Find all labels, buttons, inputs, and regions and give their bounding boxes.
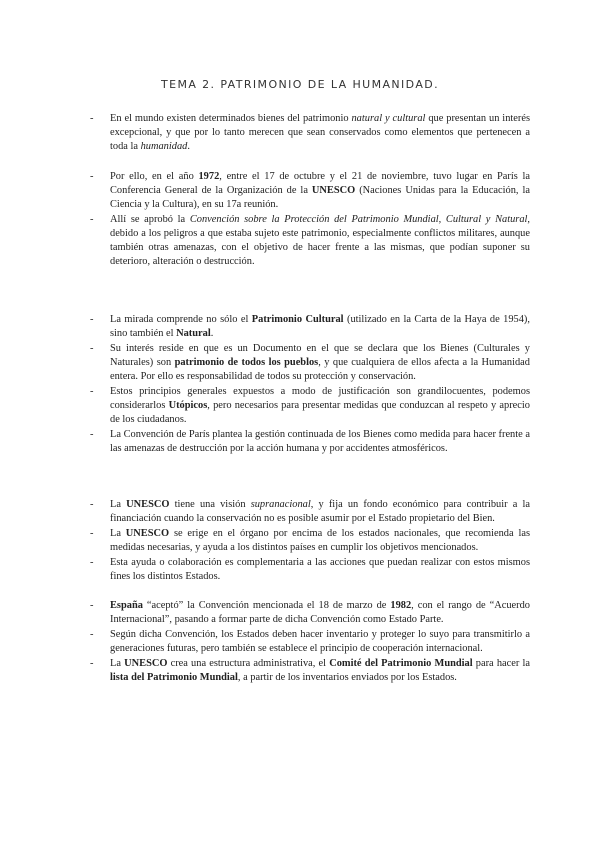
paragraph <box>90 527 530 555</box>
bold-text: Natural <box>176 328 211 339</box>
text-run: , y que cualquiera de ellos afecta a la Humanidad entera. Por ello es responsabilidad de todos su protección y conservación. <box>110 357 530 382</box>
text-run: crea una estructura administrativa, el <box>167 658 330 669</box>
text-run: “aceptó” la Convención mencionada el 18 de marzo de <box>142 600 391 611</box>
paragraph <box>90 112 530 154</box>
text-run: Esta ayuda o colaboración es complementaria a las acciones que puedan realizar con estos mismos fines los distintos Estados. <box>110 557 530 582</box>
text-run: La Convención de París plantea la gestión continuada de los Bienes como medida para hacer frente a las amenazas de destrucción por la acción humana y por accidentes atmosféricos. <box>110 429 530 454</box>
bold-text: UNESCO <box>311 185 356 196</box>
text-run: En el mundo existen determinados bienes del patrimonio <box>110 113 352 124</box>
text-run: , entre el 17 de octubre y el 21 de noviembre, tuvo lugar en París la Conferencia General de la Organización de la <box>110 171 530 196</box>
text-run: Estos principios generales expuestos a modo de justificación son grandilocuentes, podemos considerarlos <box>110 386 530 411</box>
paragraph <box>90 170 530 212</box>
paragraph <box>90 385 530 427</box>
text-run: La <box>110 528 126 539</box>
paragraph <box>90 657 530 685</box>
bold-text: lista del Patrimonio Mundial <box>110 672 238 683</box>
section-unesco <box>90 498 530 585</box>
text-run: (Naciones Unidas para la Educación, la Ciencia y la Cultura), en su 17a reunión. <box>110 185 531 210</box>
text-run: , y fija un fondo económico para contribuir a la financiación cuando la conservación no es posible asumir por el Estado propietario del Bien. <box>110 499 530 524</box>
text-run: , a partir de los inventarios enviados por los Estados. <box>237 672 457 683</box>
text-run: . <box>210 328 214 339</box>
section-convention <box>90 170 530 270</box>
text-run: tiene una visión <box>169 499 251 510</box>
text-run: La mirada comprende no sólo el <box>110 314 252 325</box>
bold-text: UNESCO <box>125 528 170 539</box>
bold-text: UNESCO <box>126 499 170 510</box>
paragraph <box>90 599 530 627</box>
paragraph <box>90 428 530 456</box>
bold-text: Patrimonio Cultural <box>251 314 344 325</box>
text-run: Su interés reside en que es un Documento en el que se declara que los Bienes (Culturales y Naturales) son <box>110 343 530 368</box>
paragraph <box>90 342 530 384</box>
paragraph <box>90 213 530 269</box>
bold-text: Comité del Patrimonio Mundial <box>329 658 473 669</box>
text-run: , con el rango de “Acuerdo Internacional”, pasando a formar parte de dicha Convención como Estado Parte. <box>110 600 530 625</box>
bold-text: 1972 <box>198 171 220 182</box>
paragraph <box>90 628 530 656</box>
text-run: Según dicha Convención, los Estados deben hacer inventario y proteger lo suyo para transmitirlo a generaciones futuras, pero también se establece el principio de cooperación internacional. <box>110 629 530 654</box>
section-spain <box>90 599 530 686</box>
text-run: se erige en el órgano por encima de los estados nacionales, que recomienda las medidas necesarias, y ayuda a los distintos países en cumplir los objetivos mencionados. <box>110 528 530 553</box>
text-run: , pero necesarios para presentar medidas que conduzcan al respeto y aprecio de los ciudadanos. <box>110 400 530 425</box>
paragraph <box>90 556 530 584</box>
text-run: Allí se aprobó la <box>110 214 190 225</box>
text-run: . <box>187 141 190 152</box>
text-run: para hacer la <box>472 658 530 669</box>
text-run: , debido a los peligros a que estaba sujeto este patrimonio, especialmente conflictos militares, aunque también otras amenazas, con el objetivo de hacer frente a las mismas, que podían suponer su deterioro, alteración o destrucción. <box>110 214 531 267</box>
text-run: (utilizado en la Carta de la Haya de 1954), sino también el <box>110 314 530 339</box>
bold-text: patrimonio de todos los pueblos <box>174 357 319 368</box>
text-run: que presentan un interés excepcional, y que por lo tanto merecen que sean conservados como elementos que pertenecen a toda la <box>110 113 531 152</box>
text-run: La <box>110 499 127 510</box>
bold-text: UNESCO <box>124 658 168 669</box>
section-scope <box>90 313 530 457</box>
bold-text: España <box>110 600 143 611</box>
page-title: TEMA 2. PATRIMONIO DE LA HUMANIDAD. <box>160 78 440 91</box>
italic-text: humanidad <box>140 141 188 152</box>
bold-text: 1982 <box>390 600 412 611</box>
bold-text: Utópicos <box>168 400 208 411</box>
text-run: La <box>110 658 125 669</box>
italic-text: natural y cultural <box>351 113 426 124</box>
section-intro <box>90 112 530 155</box>
italic-text: supranacional <box>250 499 311 510</box>
italic-text: Convención sobre la Protección del Patrimonio Mundial, Cultural y Natural <box>189 214 528 225</box>
paragraph <box>90 313 530 341</box>
text-run: Por ello, en el año <box>110 171 199 182</box>
paragraph <box>90 498 530 526</box>
